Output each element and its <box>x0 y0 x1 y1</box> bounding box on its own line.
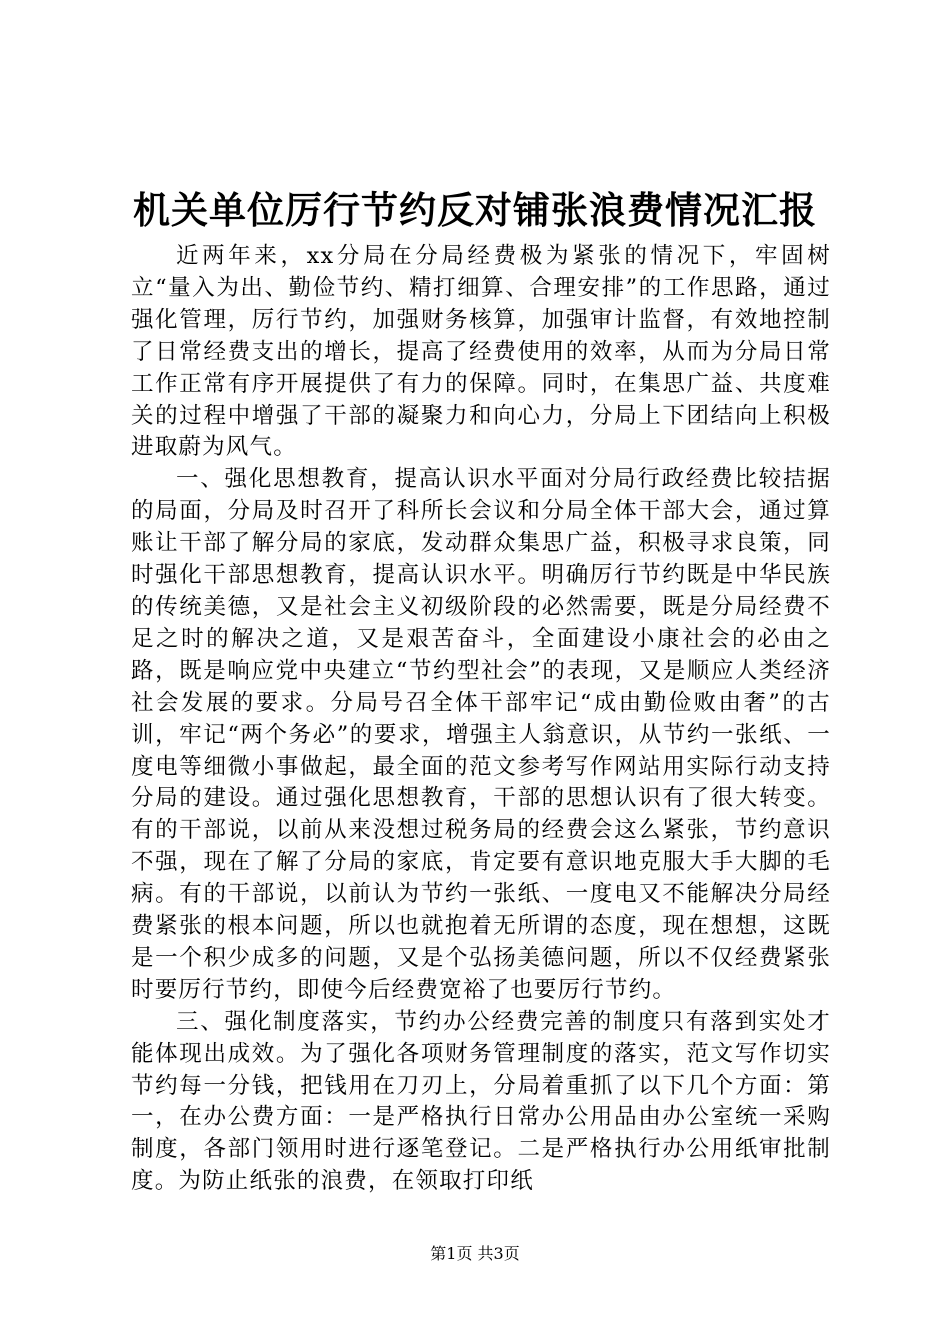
paragraph-intro: 近两年来，xx分局在分局经费极为紧张的情况下，牢固树立“量入为出、勤俭节约、精打细算、合理安排”的工作思路，通过强化管理，厉行节约，加强财务核算，加强审计监督，有效地控制了日常经费支出的增长，提高了经费使用的效率，从而为分局日常工作正常有序开展提供了有力的保障。同时，在集思广益、共度难关的过程中增强了干部的凝聚力和向心力，分局上下团结向上积极进取蔚为风气。 <box>131 243 831 461</box>
paragraph-section-1: 一、强化思想教育，提高认识水平面对分局行政经费比较拮据的局面，分局及时召开了科所长会议和分局全体干部大会，通过算账让干部了解分局的家底，发动群众集思广益，积极寻求良策，同时强化干部思想教育，提高认识水平。明确厉行节约既是中华民族的传统美德，又是社会主义初级阶段的必然需要，既是分局经费不足之时的解决之道，又是艰苦奋斗，全面建设小康社会的必由之路，既是响应党中央建立“节约型社会”的表现，又是顺应人类经济社会发展的要求。分局号召全体干部牢记“成由勤俭败由奢”的古训，牢记“两个务必”的要求，增强主人翁意识，从节约一张纸、一度电等细微小事做起，最全面的范文参考写作网站用实际行动支持分局的建设。通过强化思想教育，干部的思想认识有了很大转变。有的干部说，以前从来没想过税务局的经费会这么紧张，节约意识不强，现在了解了分局的家底，肯定要有意识地克服大手大脚的毛病。有的干部说，以前认为节约一张纸、一度电又不能解决分局经费紧张的根本问题，所以也就抱着无所谓的态度，现在想想，这既是一个积少成多的问题，又是个弘扬美德问题，所以不仅经费紧张时要厉行节约，即使今后经费宽裕了也要厉行节约。 <box>131 466 831 1003</box>
paragraph-section-3: 三、强化制度落实，节约办公经费完善的制度只有落到实处才能体现出成效。为了强化各项财务管理制度的落实，范文写作切实节约每一分钱，把钱用在刀刃上，分局着重抓了以下几个方面：第一，在办公费方面：一是严格执行日常办公用品由办公室统一采购制度，各部门领用时进行逐笔登记。二是严格执行办公用纸审批制度。为防止纸张的浪费，在领取打印纸 <box>131 1008 831 1195</box>
page-title: 机关单位厉行节约反对铺张浪费情况汇报 <box>133 188 817 232</box>
document-body <box>131 241 831 1198</box>
page-footer: 第1页 共3页 <box>430 1244 520 1263</box>
